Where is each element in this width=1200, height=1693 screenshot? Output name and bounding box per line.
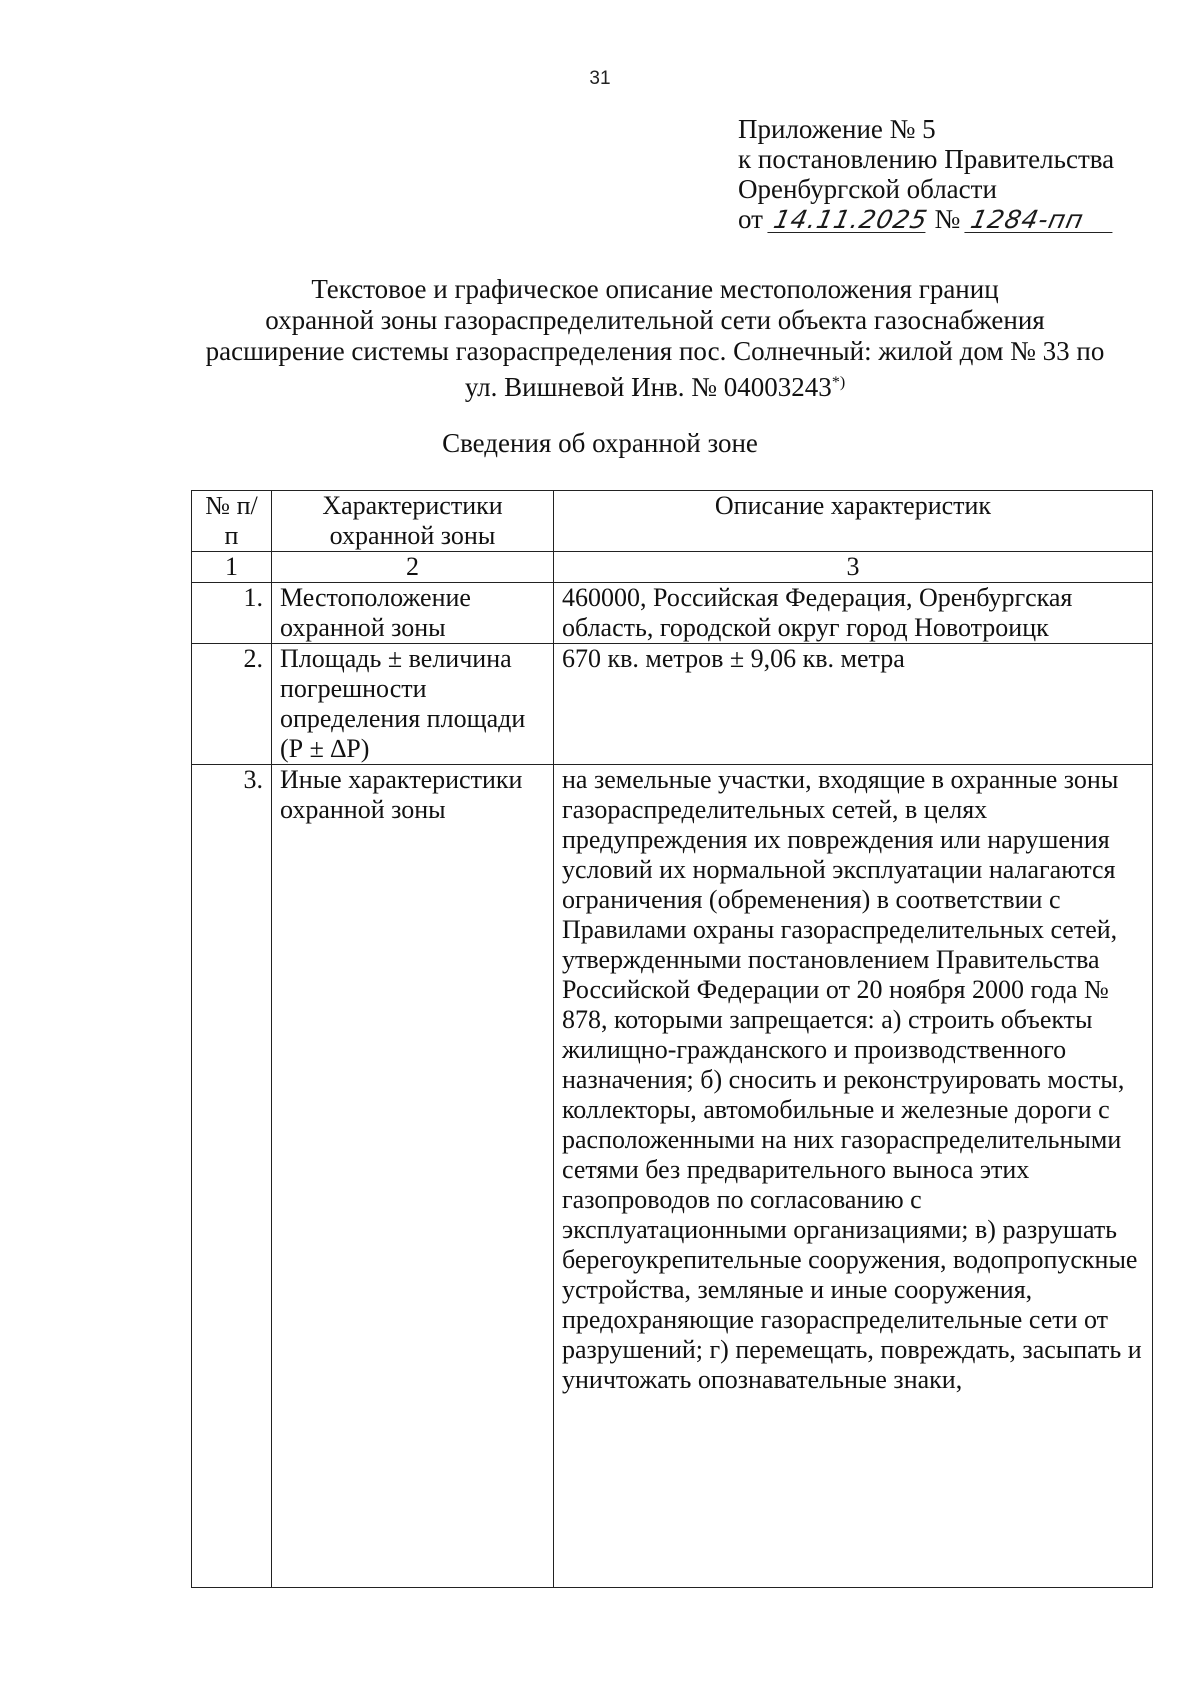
appendix-line-2: к постановлению Правительства [738,144,1115,174]
column-number-3: 3 [554,552,1153,583]
table-row [192,765,1153,1588]
handwritten-date: 14.11.2025 [767,208,930,233]
page-number: 31 [589,68,611,89]
date-prefix: от [738,204,763,234]
document-title [170,274,1140,403]
number-prefix: № [934,204,961,234]
row-description: 670 кв. метров ± 9,06 кв. метра [554,644,1153,765]
table-column-numbers-row [192,552,1153,583]
row-number: 3. [192,765,272,1588]
section-subtitle: Сведения об охранной зоне [442,428,758,458]
header-description: Описание характеристик [554,491,1153,552]
title-line-1: Текстовое и графическое описание местоположения границ [311,274,999,304]
row-description: 460000, Российская Федерация, Оренбургская область, городской округ город Новотроицк [554,583,1153,644]
row-number: 1. [192,583,272,644]
column-number-1: 1 [192,552,272,583]
header-characteristic: Характеристики охранной зоны [272,491,554,552]
column-number-2: 2 [272,552,554,583]
table-row [192,583,1153,644]
row-characteristic: Площадь ± величина погрешности определения площади (Р ± ∆Р) [272,644,554,765]
table-header-row [192,491,1153,552]
row-number: 2. [192,644,272,765]
appendix-block [738,114,1178,234]
table-row [192,644,1153,765]
title-line-2: охранной зоны газораспределительной сети объекта газоснабжения [265,305,1045,335]
title-line-4-text: ул. Вишневой Инв. № 04003243 [464,372,832,402]
footnote-mark: *) [831,374,846,391]
header-number: № п/п [192,491,272,552]
appendix-line-1: Приложение № 5 [738,114,936,144]
title-line-4 [170,367,1140,403]
appendix-line-3: Оренбургской области [738,174,997,204]
handwritten-number: 1284-пп [964,208,1117,233]
row-characteristic: Местоположение охранной зоны [272,583,554,644]
row-description: на земельные участки, входящие в охранные зоны газораспределительных сетей, в целях предупреждения их повреждения или нарушения условий их нормальной эксплуатации налагаются ограничения (обременения) в соответствии с Правилами охраны газораспределительных сетей, утвержденными постановлением Правительства Российской Федерации от 20 ноября 2000 года № 878, которыми запрещается: а) строить объекты жилищно-гражданского и производственного назначения; б) сносить и реконструировать мосты, коллекторы, автомобильные и железные дороги с расположенными на них газораспределительными сетями без предварительного выноса этих газопроводов по согласованию с эксплуатационными организациями; в) разрушать берегоукрепительные сооружения, водопропускные устройства, земляные и иные сооружения, предохраняющие газораспределительные сети от разрушений; г) перемещать, повреждать, засыпать и уничтожать опознавательные знаки, [554,765,1153,1588]
appendix-date-line [738,204,1178,234]
row-characteristic: Иные характеристики охранной зоны [272,765,554,1588]
zone-info-table [191,490,1153,1588]
title-line-3: расширение системы газораспределения пос. Солнечный: жилой дом № 33 по [205,336,1105,366]
